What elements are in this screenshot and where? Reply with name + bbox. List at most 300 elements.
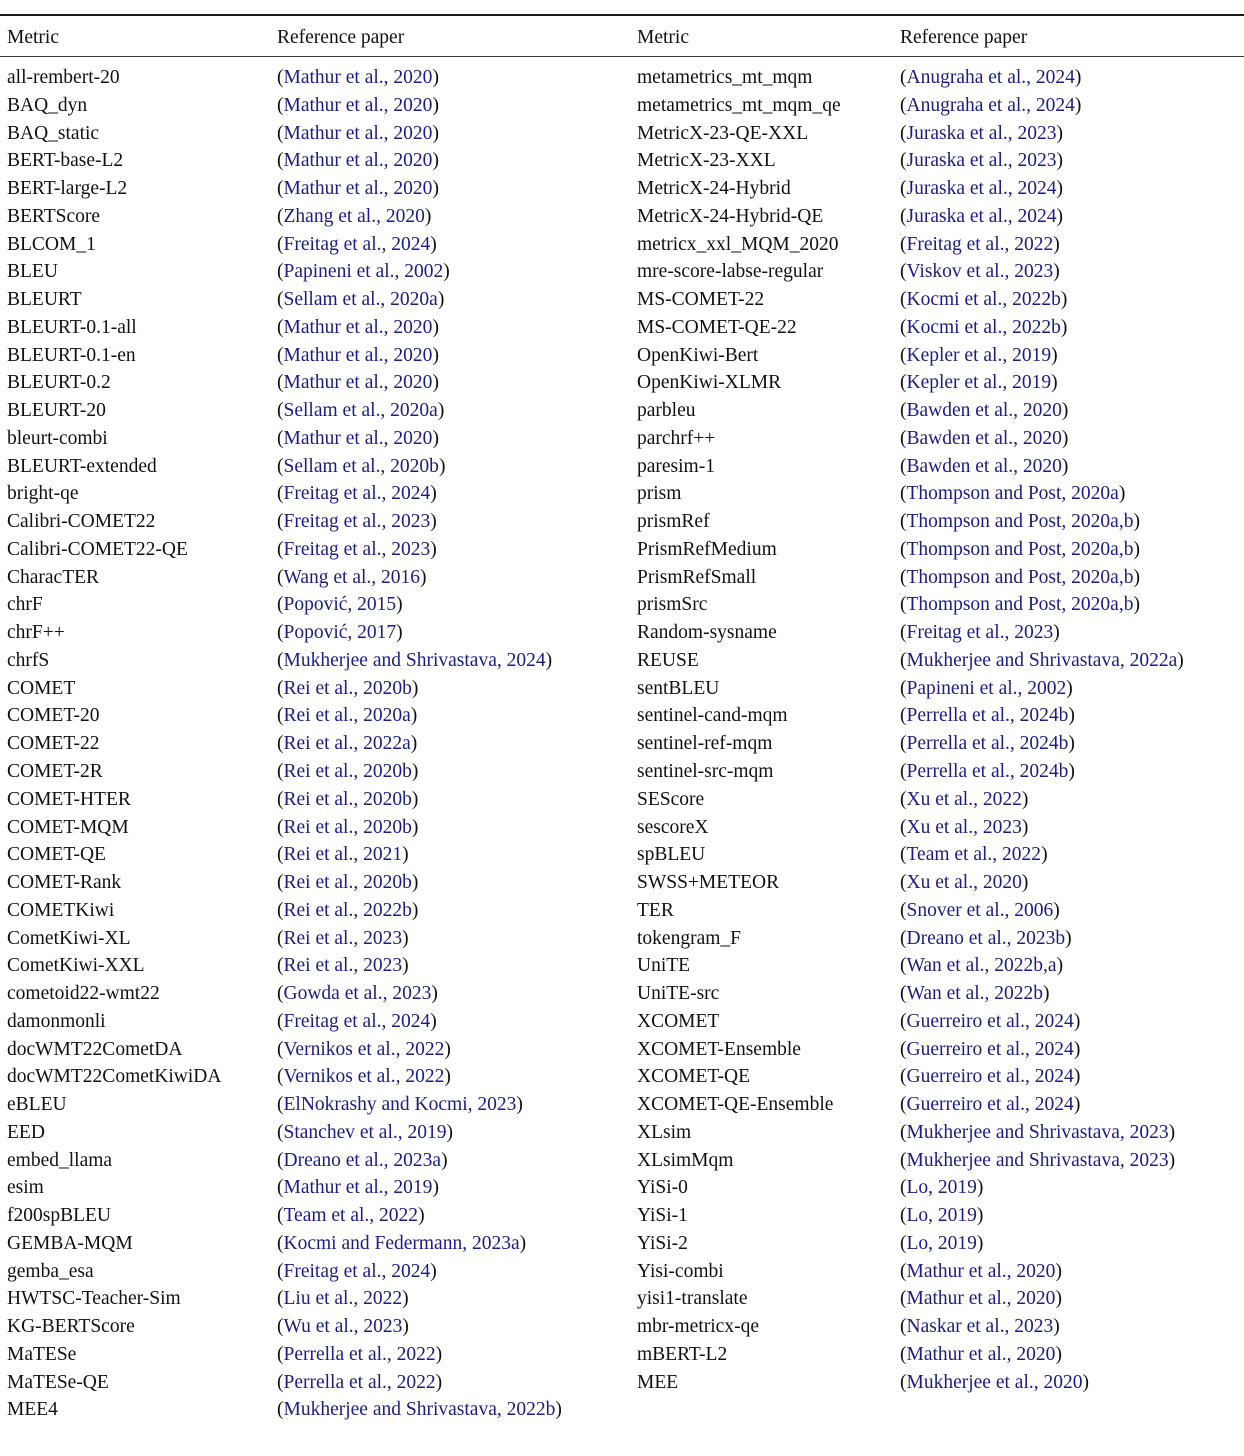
citation-link[interactable]: Juraska et al., 2024: [906, 205, 1057, 227]
citation-link[interactable]: Mathur et al., 2020: [283, 316, 433, 338]
reference-cell: [900, 258, 1060, 286]
metric-name-cell: sentinel-src-mqm: [637, 761, 774, 782]
table-row: [0, 314, 1244, 342]
open-paren: (: [277, 1371, 284, 1393]
table-row: [0, 342, 1244, 370]
open-paren: (: [277, 1094, 284, 1116]
reference-cell: [900, 1313, 1060, 1341]
open-paren: (: [900, 899, 907, 921]
citation-link[interactable]: Rei et al., 2020b: [283, 761, 412, 782]
close-paren: ): [432, 150, 439, 172]
close-paren: ): [444, 1066, 451, 1088]
close-paren: ): [1068, 733, 1075, 755]
citation-link[interactable]: Rei et al., 2023: [283, 955, 403, 977]
close-paren: ): [432, 316, 439, 338]
metric-name-cell: XCOMET: [637, 1010, 720, 1032]
citation-link[interactable]: Mukherjee and Shrivastava, 2023: [906, 1149, 1169, 1171]
metric-name-cell: COMETKiwi: [7, 899, 115, 921]
close-paren: ): [545, 649, 553, 671]
open-paren: (: [900, 733, 907, 755]
close-paren: ): [431, 983, 438, 1005]
open-paren: (: [277, 67, 284, 88]
close-paren: ): [1065, 927, 1072, 949]
citation-link[interactable]: Thompson and Post, 2020a,b: [906, 538, 1134, 560]
open-paren: (: [277, 94, 284, 116]
metric-name-cell: BERT-base-L2: [7, 150, 124, 172]
citation-link[interactable]: Team et al., 2022: [283, 1205, 419, 1227]
reference-cell: [277, 786, 418, 814]
citation-link[interactable]: Mathur et al., 2020: [283, 122, 433, 144]
table-row: [0, 591, 1244, 619]
citation-link[interactable]: Rei et al., 2022b: [283, 899, 412, 921]
citation-link[interactable]: Mathur et al., 2020: [283, 94, 433, 116]
open-paren: (: [277, 261, 284, 283]
table-row: [0, 92, 1244, 120]
metric-name-cell: spBLEU: [637, 844, 706, 866]
citation-link[interactable]: Rei et al., 2020b: [283, 677, 412, 699]
open-paren: (: [277, 705, 284, 727]
open-paren: (: [277, 788, 284, 810]
citation-link[interactable]: Papineni et al., 2002: [283, 261, 444, 283]
citation-link[interactable]: Juraska et al., 2024: [906, 178, 1057, 200]
close-paren: ): [1073, 1038, 1081, 1060]
citation-link[interactable]: Mathur et al., 2020: [283, 427, 433, 449]
citation-link[interactable]: Viskov et al., 2023: [906, 261, 1054, 283]
metric-name-cell: REUSE: [637, 649, 699, 671]
open-paren: (: [900, 289, 907, 311]
reference-cell: [277, 1119, 453, 1147]
top-rule: [0, 14, 1244, 16]
citation-link[interactable]: Bawden et al., 2020: [906, 455, 1062, 477]
citation-link[interactable]: Bawden et al., 2020: [906, 400, 1062, 422]
citation-link[interactable]: Perrella et al., 2024b: [906, 761, 1069, 782]
citation-link[interactable]: Papineni et al., 2002: [906, 677, 1067, 699]
reference-cell: [277, 314, 439, 342]
citation-link[interactable]: Kocmi and Federmann, 2023a: [283, 1232, 520, 1254]
citation-link[interactable]: Freitag et al., 2022: [906, 233, 1054, 255]
citation-link[interactable]: Juraska et al., 2023: [906, 122, 1057, 144]
reference-cell: [277, 925, 409, 953]
citation-link[interactable]: Anugraha et al., 2024: [906, 94, 1075, 116]
open-paren: (: [277, 344, 284, 366]
open-paren: (: [900, 1232, 907, 1254]
open-paren: (: [900, 372, 907, 394]
close-paren: ): [1060, 316, 1068, 338]
close-paren: ): [396, 594, 403, 616]
table-row: [0, 369, 1244, 397]
metric-name-cell: EED: [7, 1121, 45, 1143]
citation-link[interactable]: Snover et al., 2006: [906, 899, 1054, 921]
close-paren: ): [411, 899, 419, 921]
citation-link[interactable]: Xu et al., 2023: [906, 816, 1022, 838]
open-paren: (: [900, 400, 907, 422]
close-paren: ): [976, 1205, 984, 1227]
citation-link[interactable]: Perrella et al., 2024b: [906, 733, 1069, 755]
metric-name-cell: metametrics_mt_mqm_qe: [637, 94, 841, 116]
close-paren: ): [1133, 511, 1140, 533]
reference-cell: [277, 147, 439, 175]
reference-cell: [277, 1147, 448, 1175]
citation-link[interactable]: Rei et al., 2020b: [283, 816, 412, 838]
citation-link[interactable]: Bawden et al., 2020: [906, 427, 1062, 449]
metric-name-cell: MetricX-24-Hybrid: [637, 178, 791, 200]
open-paren: (: [277, 316, 284, 338]
reference-cell: [900, 591, 1140, 619]
reference-cell: [277, 369, 439, 397]
close-paren: ): [418, 1205, 425, 1227]
citation-link[interactable]: Mathur et al., 2020: [283, 372, 433, 394]
reference-cell: [900, 536, 1140, 564]
reference-cell: [900, 1063, 1080, 1091]
reference-cell: [277, 619, 403, 647]
citation-link[interactable]: Mathur et al., 2020: [283, 150, 433, 172]
open-paren: (: [277, 1149, 284, 1171]
close-paren: ): [1118, 483, 1126, 505]
close-paren: ): [1053, 622, 1060, 644]
reference-cell: [900, 952, 1063, 980]
reference-cell: [900, 286, 1067, 314]
citation-link[interactable]: Mathur et al., 2020: [906, 1288, 1056, 1310]
close-paren: ): [1061, 455, 1069, 477]
open-paren: (: [277, 1038, 284, 1060]
citation-link[interactable]: Freitag et al., 2024: [283, 483, 431, 505]
citation-link[interactable]: Freitag et al., 2023: [906, 622, 1054, 644]
close-paren: ): [430, 1010, 437, 1032]
table-row: [0, 425, 1244, 453]
citation-link[interactable]: Liu et al., 2022: [283, 1288, 403, 1310]
close-paren: ): [435, 1371, 443, 1393]
citation-link[interactable]: Popović, 2015: [283, 594, 397, 616]
reference-cell: [277, 508, 437, 536]
table-row: [0, 1174, 1244, 1202]
citation-link[interactable]: Guerreiro et al., 2024: [906, 1038, 1074, 1060]
citation-link[interactable]: Lo, 2019: [906, 1232, 977, 1254]
close-paren: ): [402, 927, 409, 949]
close-paren: ): [1056, 955, 1064, 977]
reference-cell: [277, 120, 439, 148]
metric-name-cell: YiSi-0: [637, 1177, 688, 1199]
table-row: [0, 1119, 1244, 1147]
citation-link[interactable]: Xu et al., 2020: [906, 872, 1022, 894]
citation-link[interactable]: Freitag et al., 2024: [283, 1010, 431, 1032]
close-paren: ): [1056, 178, 1064, 200]
open-paren: (: [900, 1010, 907, 1032]
metric-name-cell: COMET-HTER: [7, 788, 131, 810]
citation-link[interactable]: Popović, 2017: [283, 622, 397, 644]
reference-cell: [900, 980, 1050, 1008]
open-paren: (: [277, 1260, 284, 1282]
citation-link[interactable]: Zhang et al., 2020: [283, 205, 425, 227]
metric-name-cell: tokengram_F: [637, 927, 741, 949]
citation-link[interactable]: Freitag et al., 2024: [283, 1260, 431, 1282]
citation-link[interactable]: Guerreiro et al., 2024: [906, 1094, 1074, 1116]
open-paren: (: [277, 955, 284, 977]
table-row: [0, 64, 1244, 92]
citation-link[interactable]: ElNokrashy and Kocmi, 2023: [283, 1094, 517, 1116]
citation-link[interactable]: Freitag et al., 2023: [283, 511, 431, 533]
reference-cell: [900, 814, 1028, 842]
metric-name-cell: MetricX-23-XXL: [637, 150, 776, 172]
citation-link[interactable]: Naskar et al., 2023: [906, 1316, 1054, 1338]
reference-cell: [900, 897, 1060, 925]
citation-link[interactable]: Kocmi et al., 2022b: [906, 316, 1061, 338]
citation-link[interactable]: Sellam et al., 2020b: [283, 455, 439, 477]
reference-cell: [277, 702, 417, 730]
citation-link[interactable]: Mathur et al., 2020: [283, 67, 433, 88]
citation-link[interactable]: Mukherjee and Shrivastava, 2022b: [283, 1399, 556, 1421]
citation-link[interactable]: Juraska et al., 2023: [906, 150, 1057, 172]
citation-link[interactable]: Dreano et al., 2023a: [283, 1149, 442, 1171]
citation-link[interactable]: Vernikos et al., 2022: [283, 1038, 445, 1060]
metric-name-cell: XLsim: [637, 1121, 692, 1143]
close-paren: ): [411, 816, 419, 838]
citation-link[interactable]: Sellam et al., 2020a: [283, 400, 438, 422]
close-paren: ): [1056, 150, 1064, 172]
reference-cell: [900, 1369, 1089, 1397]
open-paren: (: [277, 566, 284, 588]
open-paren: (: [900, 1121, 907, 1143]
close-paren: ): [1053, 261, 1060, 283]
table-row: [0, 1036, 1244, 1064]
metric-name-cell: TER: [637, 899, 674, 921]
open-paren: (: [277, 511, 284, 533]
open-paren: (: [900, 511, 907, 533]
metric-name-cell: COMET-22: [7, 733, 100, 755]
open-paren: (: [277, 1010, 284, 1032]
reference-cell: [277, 1036, 451, 1064]
metric-name-cell: metricx_xxl_MQM_2020: [637, 233, 839, 255]
citation-link[interactable]: Dreano et al., 2023b: [906, 927, 1066, 949]
citation-link[interactable]: Sellam et al., 2020a: [283, 289, 438, 311]
metric-name-cell: Calibri-COMET22: [7, 511, 156, 533]
citation-link[interactable]: Perrella et al., 2022: [283, 1343, 436, 1365]
reference-cell: [900, 1147, 1175, 1175]
metric-name-cell: MS-COMET-22: [637, 289, 765, 311]
table-row: [0, 397, 1244, 425]
metric-name-cell: sentinel-cand-mqm: [637, 705, 788, 727]
metric-name-cell: chrF: [7, 594, 43, 616]
header-reference-right: Reference paper: [900, 27, 1028, 48]
open-paren: (: [900, 1094, 907, 1116]
citation-link[interactable]: Rei et al., 2022a: [283, 733, 411, 755]
citation-link[interactable]: Gowda et al., 2023: [283, 983, 432, 1005]
open-paren: (: [900, 455, 907, 477]
metric-name-cell: Random-sysname: [637, 622, 777, 644]
citation-link[interactable]: Perrella et al., 2022: [283, 1371, 436, 1393]
metric-name-cell: GEMBA-MQM: [7, 1232, 133, 1254]
citation-link[interactable]: Perrella et al., 2024b: [906, 705, 1069, 727]
close-paren: ): [443, 261, 450, 283]
metric-name-cell: CometKiwi-XL: [7, 927, 131, 949]
metric-name-cell: MaTESe-QE: [7, 1371, 109, 1393]
metric-name-cell: all-rembert-20: [7, 67, 120, 88]
table-row: [0, 1202, 1244, 1230]
close-paren: ): [1051, 372, 1058, 394]
citation-link[interactable]: Kepler et al., 2019: [906, 344, 1052, 366]
citation-link[interactable]: Thompson and Post, 2020a,b: [906, 566, 1134, 588]
reference-cell: [277, 980, 438, 1008]
table-row: [0, 1369, 1244, 1397]
metric-name-cell: parchrf++: [637, 427, 716, 449]
metric-name-cell: MS-COMET-QE-22: [637, 316, 797, 338]
open-paren: (: [900, 1149, 907, 1171]
open-paren: (: [277, 233, 284, 255]
citation-link[interactable]: Mukherjee and Shrivastava, 2023: [906, 1121, 1169, 1143]
metric-name-cell: mre-score-labse-regular: [637, 261, 824, 283]
close-paren: ): [1177, 649, 1184, 671]
close-paren: ): [1051, 344, 1058, 366]
table-row: [0, 1091, 1244, 1119]
citation-link[interactable]: Mukherjee et al., 2020: [906, 1371, 1083, 1393]
metric-name-cell: chrfS: [7, 649, 50, 671]
close-paren: ): [411, 677, 419, 699]
table-row: [0, 1258, 1244, 1286]
metric-name-cell: embed_llama: [7, 1149, 113, 1171]
citation-link[interactable]: Rei et al., 2020b: [283, 788, 412, 810]
table-row: [0, 286, 1244, 314]
citation-link[interactable]: Mathur et al., 2019: [283, 1177, 433, 1199]
metric-name-cell: XCOMET-QE-Ensemble: [637, 1094, 834, 1116]
citation-link[interactable]: Thompson and Post, 2020a,b: [906, 594, 1134, 616]
metric-name-cell: BAQ_dyn: [7, 94, 88, 116]
citation-link[interactable]: Mukherjee and Shrivastava, 2024: [283, 649, 546, 671]
citation-link[interactable]: Mathur et al., 2020: [283, 178, 433, 200]
table-row: [0, 758, 1244, 786]
close-paren: ): [1073, 1094, 1081, 1116]
close-paren: ): [519, 1232, 527, 1254]
citation-link[interactable]: Anugraha et al., 2024: [906, 67, 1075, 88]
close-paren: ): [430, 511, 437, 533]
metric-name-cell: esim: [7, 1177, 44, 1199]
table-row: [0, 897, 1244, 925]
reference-cell: [900, 619, 1060, 647]
metric-name-cell: BERT-large-L2: [7, 178, 128, 200]
open-paren: (: [900, 649, 907, 671]
table-row: [0, 564, 1244, 592]
reference-cell: [277, 1258, 437, 1286]
open-paren: (: [277, 1232, 284, 1254]
metric-name-cell: chrF++: [7, 622, 65, 644]
citation-link[interactable]: Wang et al., 2016: [283, 566, 421, 588]
metric-name-cell: docWMT22CometDA: [7, 1038, 183, 1060]
citation-link[interactable]: Rei et al., 2021: [283, 844, 403, 866]
citation-link[interactable]: Guerreiro et al., 2024: [906, 1066, 1074, 1088]
table-row: [0, 1396, 1244, 1424]
citation-link[interactable]: Thompson and Post, 2020a: [906, 483, 1119, 505]
citation-link[interactable]: Guerreiro et al., 2024: [906, 1010, 1074, 1032]
metric-name-cell: XCOMET-Ensemble: [637, 1038, 801, 1060]
reference-cell: [277, 1202, 425, 1230]
close-paren: ): [430, 233, 437, 255]
reference-cell: [277, 1008, 437, 1036]
metric-name-cell: sescoreX: [637, 816, 709, 838]
table-header-row: [0, 24, 1244, 52]
citation-link[interactable]: Kocmi et al., 2022b: [906, 289, 1061, 311]
metric-name-cell: BAQ_static: [7, 122, 100, 144]
table-row: [0, 980, 1244, 1008]
close-paren: ): [1068, 761, 1075, 782]
open-paren: (: [900, 1260, 907, 1282]
open-paren: (: [277, 483, 284, 505]
metric-name-cell: mBERT-L2: [637, 1343, 728, 1365]
metric-name-cell: paresim-1: [637, 455, 715, 477]
reference-cell: [900, 64, 1081, 92]
close-paren: ): [516, 1094, 523, 1116]
citation-link[interactable]: Rei et al., 2020b: [283, 872, 412, 894]
citation-link[interactable]: Rei et al., 2023: [283, 927, 403, 949]
citation-link[interactable]: Thompson and Post, 2020a,b: [906, 511, 1134, 533]
open-paren: (: [277, 400, 284, 422]
metric-name-cell: sentBLEU: [637, 677, 720, 699]
close-paren: ): [1021, 816, 1029, 838]
metric-name-cell: BLEURT-0.1-all: [7, 316, 137, 338]
citation-link[interactable]: Mathur et al., 2020: [283, 344, 433, 366]
reference-cell: [277, 397, 444, 425]
citation-link[interactable]: Mathur et al., 2020: [906, 1260, 1056, 1282]
metric-name-cell: MetricX-23-QE-XXL: [637, 122, 809, 144]
table-row: [0, 1341, 1244, 1369]
reference-cell: [277, 1174, 439, 1202]
citation-link[interactable]: Lo, 2019: [906, 1205, 977, 1227]
metric-name-cell: BLEURT: [7, 289, 82, 311]
open-paren: (: [900, 538, 907, 560]
close-paren: ): [410, 733, 418, 755]
close-paren: ): [430, 1260, 437, 1282]
reference-cell: [900, 175, 1063, 203]
metric-name-cell: YiSi-1: [637, 1205, 688, 1227]
close-paren: ): [1056, 122, 1064, 144]
citation-link[interactable]: Lo, 2019: [906, 1177, 977, 1199]
open-paren: (: [277, 205, 284, 227]
close-paren: ): [411, 872, 419, 894]
close-paren: ): [1056, 205, 1064, 227]
metric-name-cell: bright-qe: [7, 483, 79, 505]
reference-cell: [900, 925, 1072, 953]
citation-link[interactable]: Rei et al., 2020a: [283, 705, 411, 727]
citation-link[interactable]: Team et al., 2022: [906, 844, 1042, 866]
open-paren: (: [900, 483, 907, 505]
metric-name-cell: damonmonli: [7, 1010, 106, 1032]
close-paren: ): [438, 455, 446, 477]
open-paren: (: [277, 983, 284, 1005]
open-paren: (: [277, 899, 284, 921]
open-paren: (: [900, 761, 907, 782]
reference-cell: [900, 758, 1075, 786]
table-row: [0, 175, 1244, 203]
citation-link[interactable]: Wu et al., 2023: [283, 1316, 403, 1338]
citation-link[interactable]: Freitag et al., 2023: [283, 538, 431, 560]
close-paren: ): [411, 788, 419, 810]
close-paren: ): [1060, 289, 1068, 311]
open-paren: (: [277, 872, 284, 894]
citation-link[interactable]: Kepler et al., 2019: [906, 372, 1052, 394]
citation-link[interactable]: Xu et al., 2022: [906, 788, 1022, 810]
citation-link[interactable]: Mathur et al., 2020: [906, 1343, 1056, 1365]
close-paren: ): [402, 955, 409, 977]
citation-link[interactable]: Mukherjee and Shrivastava, 2022a: [906, 649, 1178, 671]
citation-link[interactable]: Freitag et al., 2024: [283, 233, 431, 255]
citation-link[interactable]: Stanchev et al., 2019: [283, 1121, 447, 1143]
close-paren: ): [432, 344, 439, 366]
citation-link[interactable]: Vernikos et al., 2022: [283, 1066, 445, 1088]
reference-cell: [900, 147, 1063, 175]
citation-link[interactable]: Wan et al., 2022b,a: [906, 955, 1057, 977]
table-row: [0, 730, 1244, 758]
citation-link[interactable]: Wan et al., 2022b: [906, 983, 1044, 1005]
reference-cell: [900, 369, 1058, 397]
reference-cell: [900, 675, 1073, 703]
reference-cell: [900, 453, 1068, 481]
